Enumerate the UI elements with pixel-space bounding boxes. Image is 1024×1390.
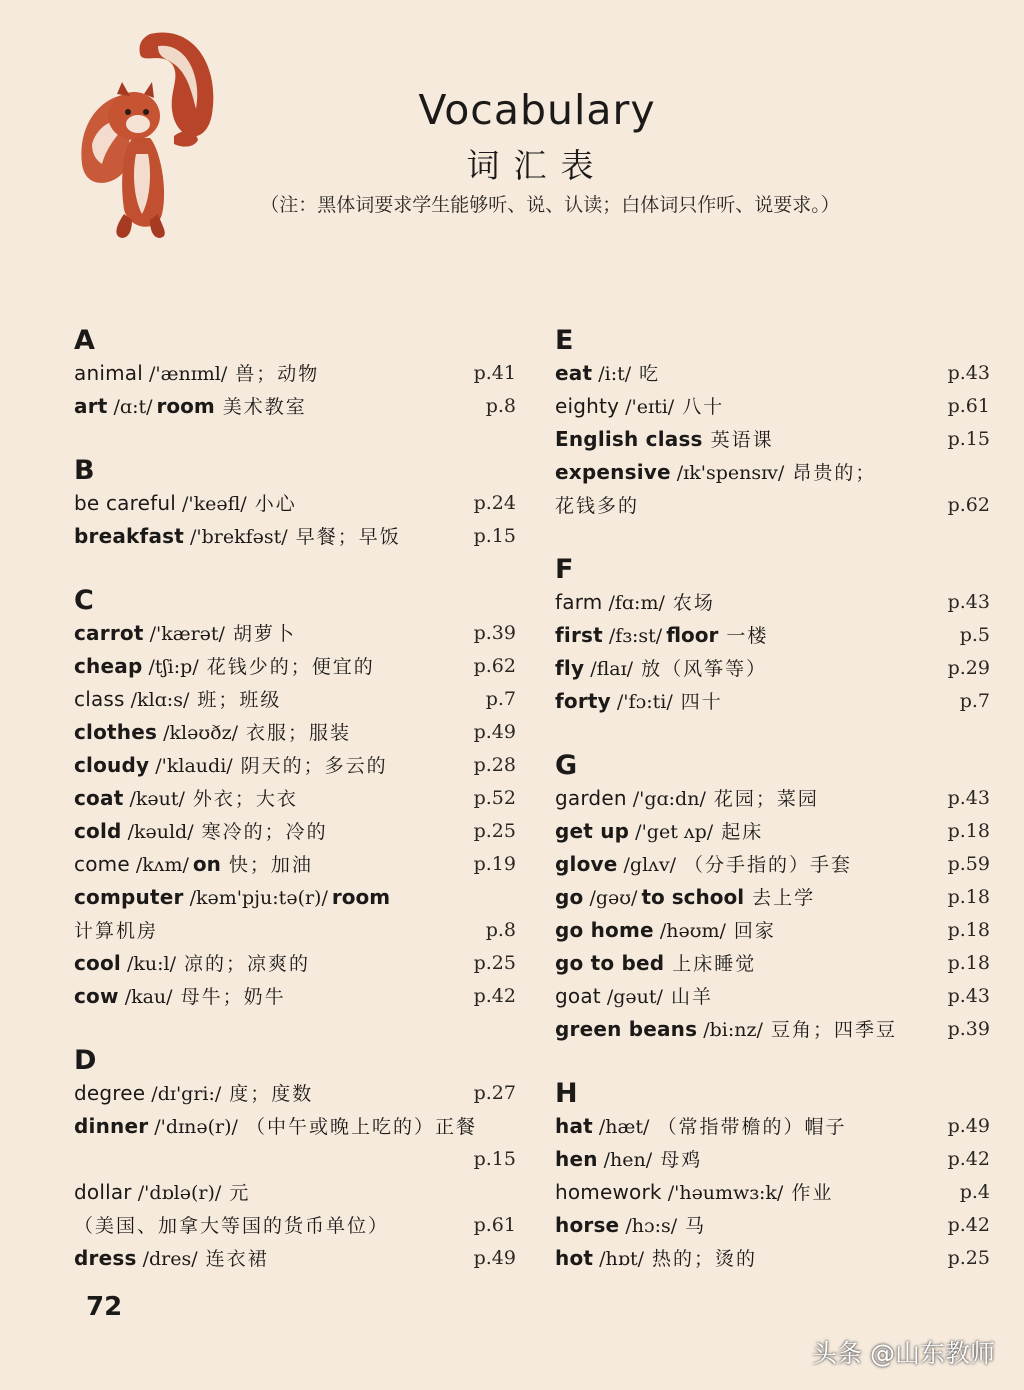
vocab-entry: expensive /ɪk'spensɪv/ 昂贵的；: [555, 460, 877, 484]
vocab-entry: go to bed 上床睡觉 p.18: [555, 947, 990, 980]
vocab-entry: go /gəʊ/ to school 去上学 p.18: [555, 881, 990, 914]
vocab-entry: come /kʌm/ on 快；加油 p.19: [74, 848, 516, 881]
page-ref: p.29: [947, 657, 990, 679]
vocab-entry-continuation: （美国、加拿大等国的货币单位） p.61: [74, 1209, 516, 1242]
vocab-entry: hen /hen/ 母鸡 p.42: [555, 1143, 990, 1176]
section-letter-h: H: [555, 1078, 578, 1109]
vocab-entry: homework /'həumwɜ:k/ 作业 p.4: [555, 1176, 990, 1209]
page-ref: p.18: [947, 952, 990, 974]
vocab-entry: cold /kəuld/ 寒冷的；冷的 p.25: [74, 815, 516, 848]
page-ref: p.25: [473, 820, 516, 842]
page-ref: p.42: [473, 985, 516, 1007]
page-ref: p.25: [473, 952, 516, 974]
page-ref: p.28: [473, 754, 516, 776]
right-column: [555, 324, 990, 1275]
page-ref: p.4: [959, 1181, 990, 1203]
vocab-entry: dinner /'dɪnə(r)/ （中午或晚上吃的）正餐: [74, 1114, 477, 1138]
vocab-entry: cloudy /'klaudi/ 阴天的；多云的 p.28: [74, 749, 516, 782]
vocab-entry: get up /'get ʌp/ 起床 p.18: [555, 815, 990, 848]
vocab-entry: English class 英语课 p.15: [555, 423, 990, 456]
vocab-entry-continuation: [74, 1143, 516, 1176]
page-ref: p.62: [473, 655, 516, 677]
watermark: 头条 @山东教师: [812, 1339, 995, 1368]
vocab-entry: cool /ku:l/ 凉的；凉爽的 p.25: [74, 947, 516, 980]
page-ref: p.19: [473, 853, 516, 875]
page-ref: p.42: [947, 1214, 990, 1236]
page-title: Vocabulary: [418, 86, 656, 134]
page-ref: p.7: [485, 688, 516, 710]
page-ref: p.49: [947, 1115, 990, 1137]
vocab-entry: breakfast /'brekfəst/ 早餐；早饭 p.15: [74, 520, 516, 553]
page-ref: p.8: [485, 919, 516, 941]
page-ref: p.43: [947, 985, 990, 1007]
page-ref: p.7: [959, 690, 990, 712]
vocab-entry: dress /dres/ 连衣裙 p.49: [74, 1242, 516, 1275]
vocab-entry: coat /kəut/ 外衣；大衣 p.52: [74, 782, 516, 815]
page-ref: p.18: [947, 919, 990, 941]
section-letter-e: E: [555, 325, 574, 356]
section-letter-f: F: [555, 554, 574, 585]
section-letter-c: C: [74, 585, 94, 616]
page-ref: p.42: [947, 1148, 990, 1170]
section-letter-b: B: [74, 455, 95, 486]
vocab-entry: cow /kau/ 母牛；奶牛 p.42: [74, 980, 516, 1013]
page-ref: p.15: [947, 428, 990, 450]
page-ref: p.24: [473, 492, 516, 514]
page-ref: p.18: [947, 820, 990, 842]
page-ref: p.39: [947, 1018, 990, 1040]
page-ref: p.59: [947, 853, 990, 875]
page-subtitle: 词汇表: [466, 146, 608, 185]
vocab-entry: hat /hæt/ （常指带檐的）帽子 p.49: [555, 1110, 990, 1143]
page-ref: p.27: [473, 1082, 516, 1104]
page-ref: p.49: [473, 721, 516, 743]
vocab-entry: horse /hɔ:s/ 马 p.42: [555, 1209, 990, 1242]
page-ref: p.8: [485, 395, 516, 417]
vocab-entry: garden /'gɑ:dn/ 花园；菜园 p.43: [555, 782, 990, 815]
section-letter-a: A: [74, 325, 95, 356]
page-ref: p.61: [473, 1214, 516, 1236]
page-ref: p.61: [947, 395, 990, 417]
vocab-entry-continuation: 计算机房 p.8: [74, 914, 516, 947]
page-ref: p.25: [947, 1247, 990, 1269]
page-number: 72: [86, 1292, 123, 1322]
usage-note: （注：黑体词要求学生能够听、说、认读；白体词只作听、说要求。）: [260, 194, 840, 216]
vocab-entry: class /klɑ:s/ 班；班级 p.7: [74, 683, 516, 716]
vocab-entry: go home /həʊm/ 回家 p.18: [555, 914, 990, 947]
vocab-entry: clothes /kləʊðz/ 衣服；服装 p.49: [74, 716, 516, 749]
vocab-entry: dollar /'dɒlə(r)/ 元: [74, 1180, 251, 1204]
page-ref: p.15: [473, 525, 516, 547]
vocab-entry: be careful /'keəfl/ 小心 p.24: [74, 487, 516, 520]
vocab-entry: goat /gəut/ 山羊 p.43: [555, 980, 990, 1013]
left-column: [74, 324, 516, 1275]
vocab-entry-continuation: 花钱多的 p.62: [555, 489, 990, 522]
page-ref: p.5: [959, 624, 990, 646]
vocab-entry: forty /'fɔ:ti/ 四十 p.7: [555, 685, 990, 718]
vocab-entry: computer /kəm'pju:tə(r)/ room: [74, 885, 391, 909]
vocab-entry: green beans /bi:nz/ 豆角；四季豆 p.39: [555, 1013, 990, 1046]
page-ref: p.15: [473, 1148, 516, 1170]
section-letter-d: D: [74, 1045, 97, 1076]
page-ref: p.43: [947, 787, 990, 809]
vocab-entry: art /ɑ:t/ room 美术教室 p.8: [74, 390, 516, 423]
page-ref: p.18: [947, 886, 990, 908]
page-ref: p.43: [947, 591, 990, 613]
vocab-entry: hot /hɒt/ 热的；烫的 p.25: [555, 1242, 990, 1275]
page-ref: p.62: [947, 494, 990, 516]
vocab-entry: fly /flaɪ/ 放（风筝等） p.29: [555, 652, 990, 685]
vocab-entry: degree /dɪ'gri:/ 度；度数 p.27: [74, 1077, 516, 1110]
vocab-entry: animal /'ænɪml/ 兽；动物 p.41: [74, 357, 516, 390]
page-ref: p.39: [473, 622, 516, 644]
page-ref: p.43: [947, 362, 990, 384]
vocab-entry: glove /glʌv/ （分手指的）手套 p.59: [555, 848, 990, 881]
vocab-entry: farm /fɑ:m/ 农场 p.43: [555, 586, 990, 619]
section-letter-g: G: [555, 750, 578, 781]
vocab-entry: eighty /'eɪti/ 八十 p.61: [555, 390, 990, 423]
page-ref: p.49: [473, 1247, 516, 1269]
vocab-entry: cheap /tʃi:p/ 花钱少的；便宜的 p.62: [74, 650, 516, 683]
vocab-entry: carrot /'kærət/ 胡萝卜 p.39: [74, 617, 516, 650]
page-ref: p.41: [473, 362, 516, 384]
page-ref: p.52: [473, 787, 516, 809]
vocab-entry: first /fɜ:st/ floor 一楼 p.5: [555, 619, 990, 652]
vocab-entry: eat /i:t/ 吃 p.43: [555, 357, 990, 390]
